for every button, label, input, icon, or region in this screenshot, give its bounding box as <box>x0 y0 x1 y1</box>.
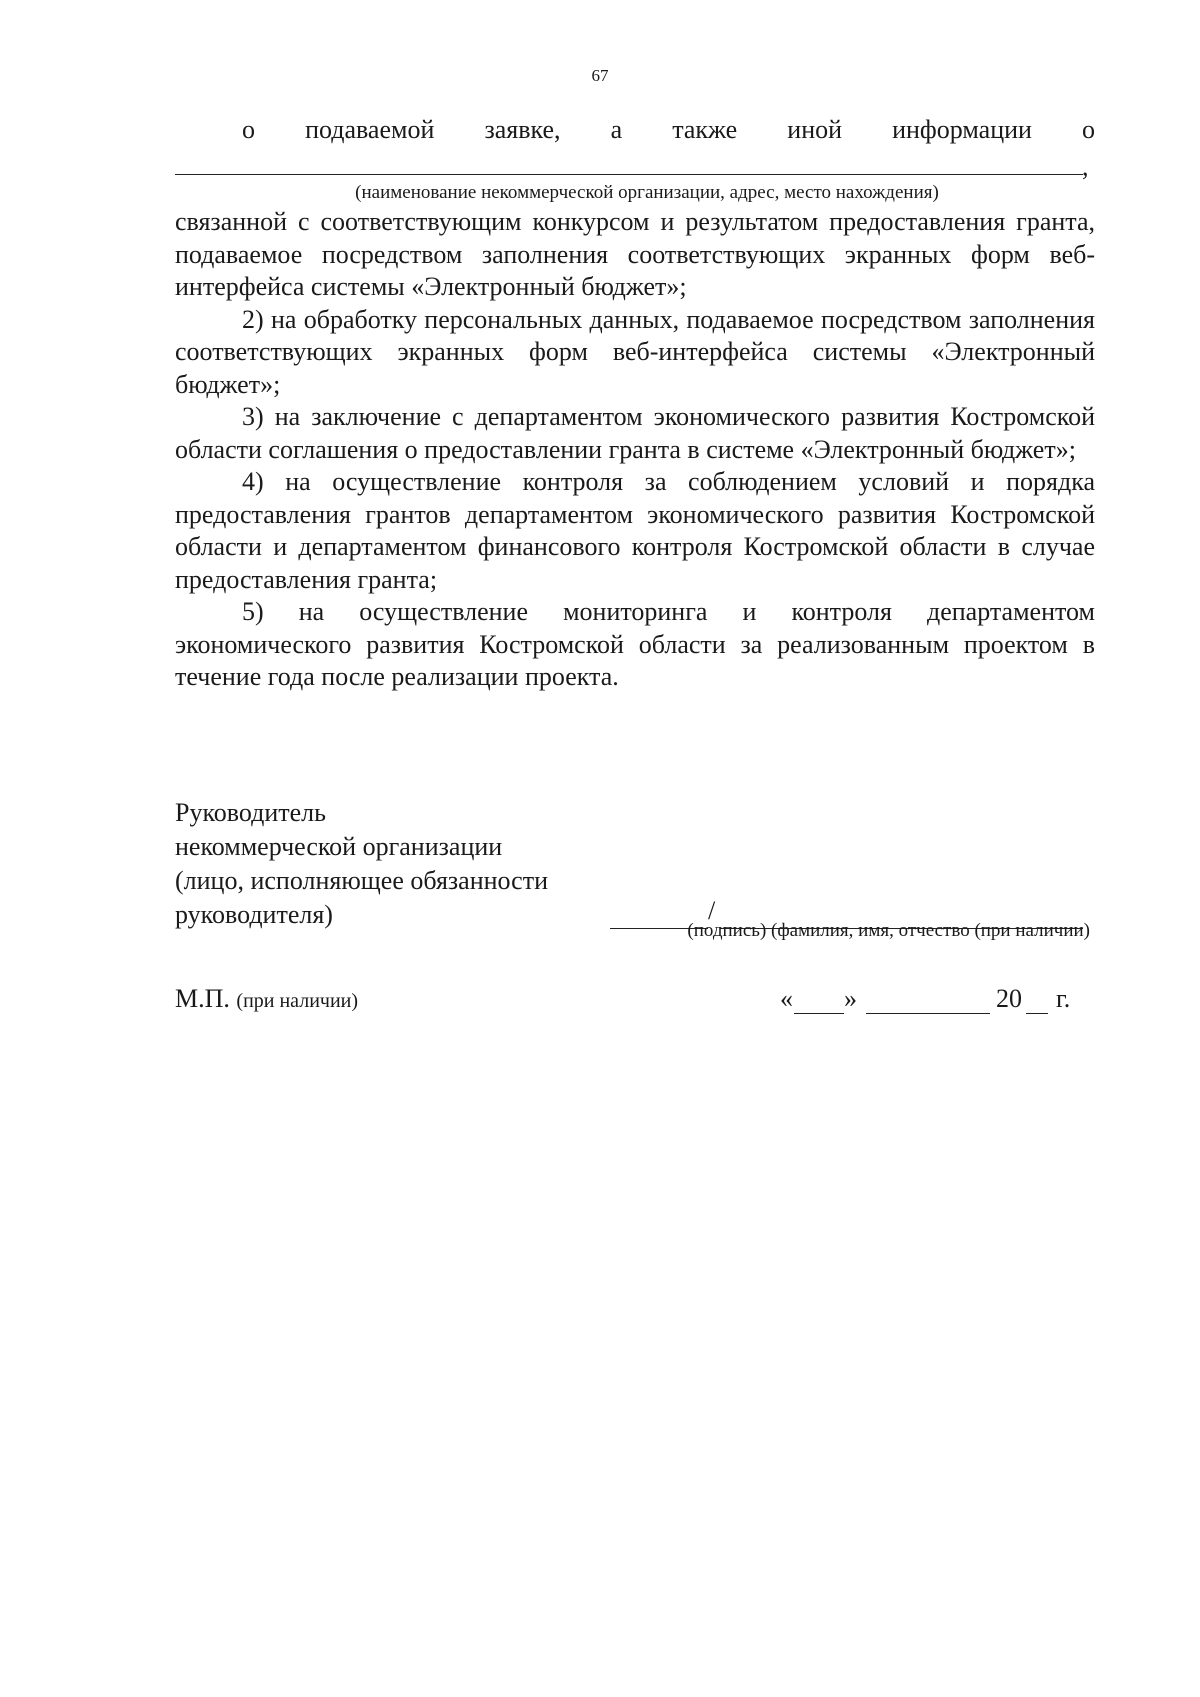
first-line-word: также <box>672 115 738 144</box>
signer-title-line: некоммерческой организации <box>175 832 503 861</box>
blank-line-comma: , <box>1082 152 1089 181</box>
date-month-field[interactable] <box>866 1013 990 1014</box>
first-line-word: информации <box>892 115 1032 144</box>
signer-title-line: Руководитель <box>175 798 326 827</box>
org-name-blank-line <box>175 174 1083 175</box>
signer-title <box>175 796 615 932</box>
signer-title-line: (лицо, исполняющее обязанности <box>175 866 549 895</box>
date-close-quote: » <box>844 984 857 1013</box>
first-line <box>175 114 1095 146</box>
paragraph-item-5: 5) на осуществление мониторинга и контроля департаментом экономического развития Костромской области за реализованным проектом в течение года после реализации проекта. <box>175 597 1095 691</box>
date-year-prefix: 20 <box>996 984 1022 1013</box>
first-line-word: о <box>242 115 255 144</box>
paragraph-item-2: 2) на обработку персональных данных, подаваемое посредством заполнения соответствующих экранных форм веб-интерфейса системы «Электронный бюджет»; <box>175 304 1095 399</box>
first-line-word: а <box>610 115 623 144</box>
date-year-field[interactable] <box>1026 1013 1048 1014</box>
first-line-word: о <box>1082 115 1095 144</box>
date-year-suffix: г. <box>1056 984 1071 1013</box>
first-line-word: заявке, <box>484 115 561 144</box>
date-open-quote: « <box>780 984 793 1013</box>
first-line-word: иной <box>787 115 843 144</box>
stamp-abbrev: М.П. <box>175 984 230 1013</box>
page-number: 67 <box>591 66 609 85</box>
stamp-label <box>175 984 358 1014</box>
paragraph-continuation: связанной с соответствующим конкурсом и результатом предоставления гранта, подаваемое посредством заполнения соответствующих экранных форм веб-интерфейса системы «Электронный бюджет»; <box>175 207 1095 301</box>
org-name-caption: (наименование некоммерческой организации, адрес, место нахождения) <box>355 182 939 203</box>
consent-body <box>175 206 1095 694</box>
date-day-field[interactable] <box>794 1013 844 1014</box>
signature-caption: (подпись) (фамилия, имя, отчество (при наличии) <box>687 920 1090 941</box>
signature-slash: / <box>708 896 716 925</box>
stamp-note: (при наличии) <box>236 990 359 1012</box>
signer-title-line: руководителя) <box>175 900 333 929</box>
paragraph-item-3: 3) на заключение с департаментом экономического развития Костромской области соглашения о предоставлении гранта в системе «Электронный бюджет»; <box>175 402 1095 464</box>
paragraph-item-4: 4) на осуществление контроля за соблюдением условий и порядка предоставления грантов департаментом экономического развития Костромской области и департаментом финансового контроля Костромской области в случае предоставления гранта; <box>175 467 1095 594</box>
first-line-word: подаваемой <box>305 115 435 144</box>
